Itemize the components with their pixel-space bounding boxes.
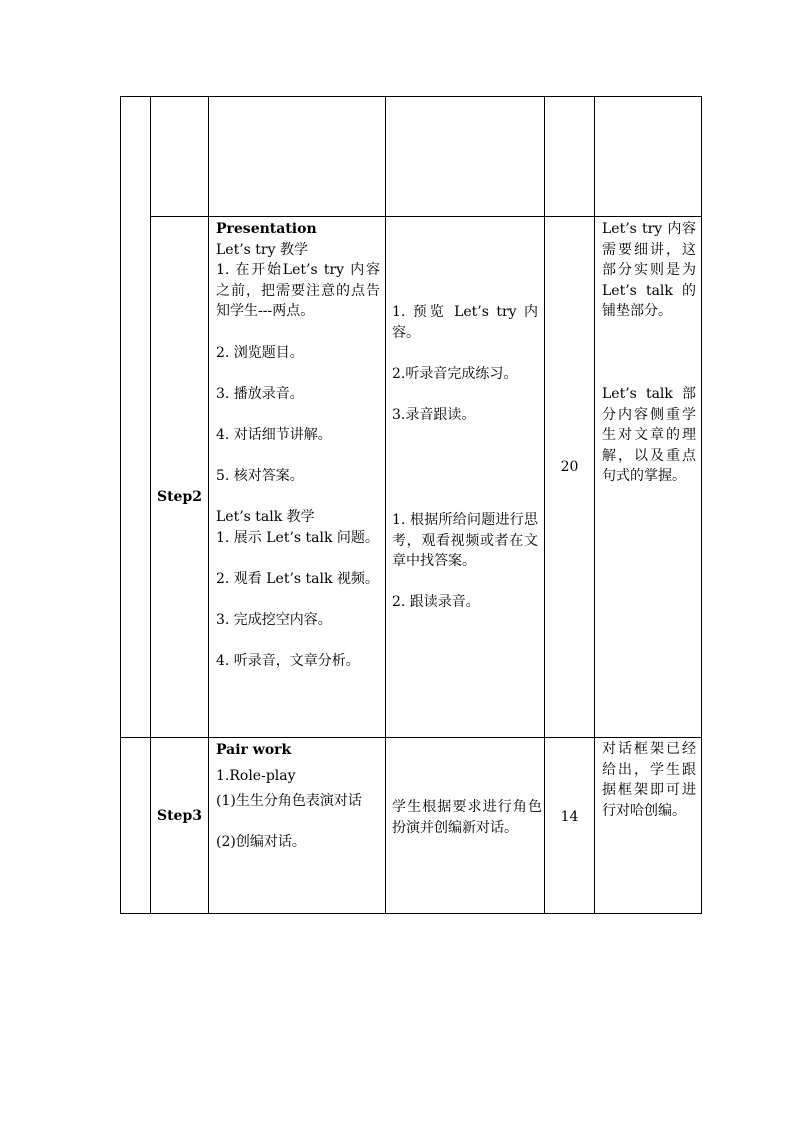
list-item: 2.听录音完成练习。 (392, 365, 518, 382)
list-item: 2. 浏览题目。 (216, 344, 304, 361)
list-item: 1.Role-play (216, 767, 296, 784)
section-title: Presentation (216, 221, 317, 237)
list-item: 4. 听录音，文章分析。 (216, 653, 360, 670)
grid-line (594, 96, 595, 914)
grid-line (150, 216, 702, 217)
step2-time: 20 (560, 459, 579, 475)
list-item: 2. 跟读录音。 (392, 594, 480, 611)
list-item: 1. 在开始Let’s try 内容之前，把需要注意的点告知学生---两点。 (216, 262, 380, 320)
list-item: 3. 播放录音。 (216, 385, 304, 402)
step2-label: Step2 (156, 489, 202, 505)
list-item: (1)生生分角色表演对话 (216, 793, 362, 810)
grid-line (385, 96, 386, 914)
list-item: 4. 对话细节讲解。 (216, 426, 332, 443)
step3-time: 14 (560, 809, 579, 825)
step2-activity-cell (392, 302, 538, 426)
grid-line (150, 96, 151, 914)
list-item: 3.录音跟读。 (392, 406, 476, 423)
section-title: Pair work (216, 742, 292, 758)
step2-notes-2: Let’s talk 部分内容侧重学生对文章的理解，以及重点句式的掌握。 (602, 386, 696, 485)
grid-line (701, 96, 702, 914)
step3-content-cell (216, 740, 380, 853)
grid-line (120, 96, 121, 914)
grid-line (544, 96, 545, 914)
step3-notes: 对话框架已经给出，学生跟据框架即可进行对哈创编。 (602, 741, 696, 819)
list-item: 3. 完成挖空内容。 (216, 612, 332, 629)
subsection-heading: Let’s try 教学 (216, 241, 308, 258)
step3-activity: 学生根据要求进行角色扮演并创编新对话。 (392, 799, 542, 836)
list-item: 5. 核对答案。 (216, 468, 304, 485)
step2-content-cell (216, 219, 380, 672)
list-item: 1. 展示 Let’s talk 问题。 (216, 529, 379, 546)
list-item: 1. 根据所给问题进行思考，观看视频或者在文章中找答案。 (392, 512, 538, 570)
step2-notes-1: Let’s try 内容需要细讲，这部分实则是为 Let’s talk 的铺垫部分。 (602, 221, 696, 320)
step3-label: Step3 (156, 808, 202, 824)
list-item: (2)创编对话。 (216, 834, 306, 851)
list-item: 2. 观看 Let’s talk 视频。 (216, 571, 379, 588)
step2-activity-cell-2 (392, 510, 538, 613)
grid-line (208, 96, 209, 914)
subsection-heading: Let’s talk 教学 (216, 509, 315, 526)
list-item: 1. 预览 Let’s try 内容。 (392, 304, 538, 341)
